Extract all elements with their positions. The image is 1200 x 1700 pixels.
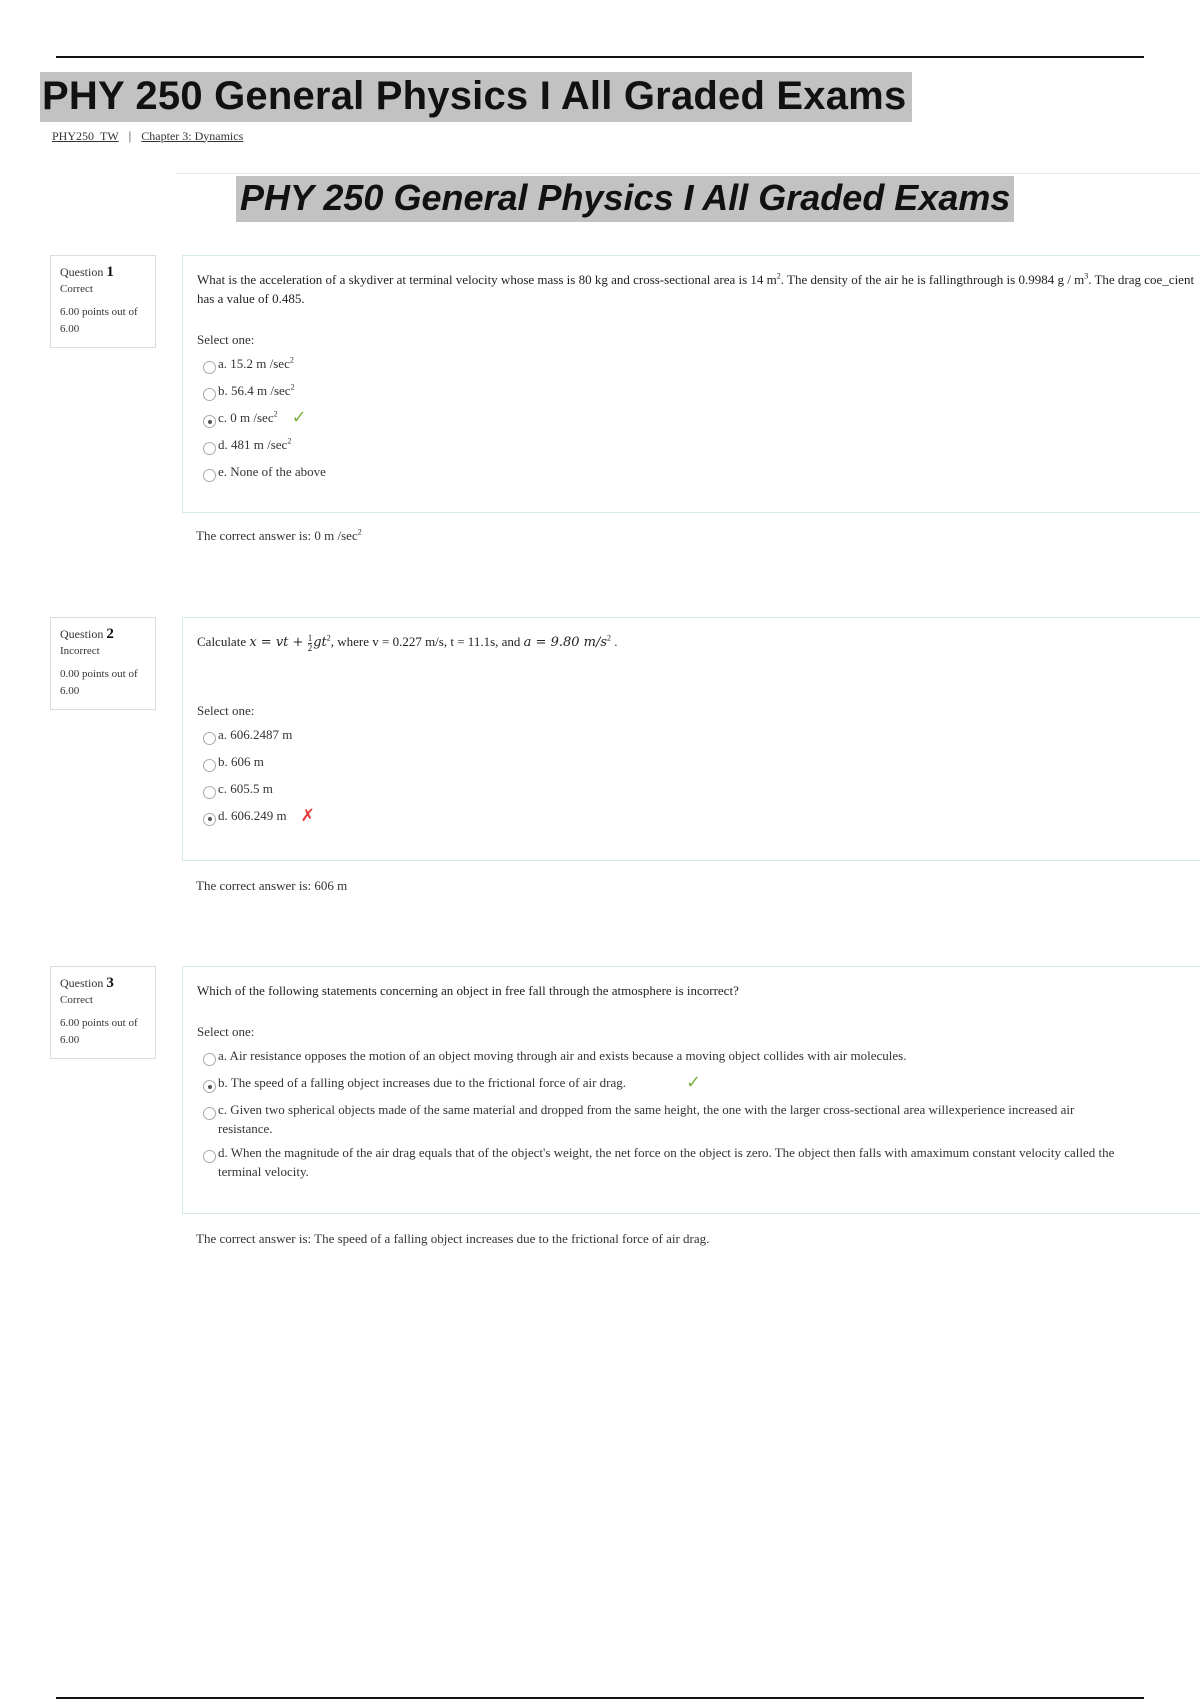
question-number: Question 3 xyxy=(60,975,114,991)
fraction: $\frac{1}{2}$ xyxy=(307,632,313,653)
radio-button[interactable] xyxy=(203,732,216,745)
question-box-1 xyxy=(182,255,1200,513)
breadcrumb-course-link[interactable]: PHY250_TW xyxy=(52,128,119,143)
radio-button[interactable] xyxy=(203,1053,216,1066)
question-grade: 0.00 points out of 6.00 xyxy=(60,668,138,697)
question-box-2 xyxy=(182,617,1200,861)
radio-button[interactable] xyxy=(203,469,216,482)
answer-option-b[interactable]: b. The speed of a falling object increases due to the frictional force of air drag. ✓ xyxy=(203,1073,1132,1095)
question-state: Correct xyxy=(60,283,93,295)
answer-option-a[interactable]: a. 606.2487 m xyxy=(203,725,1198,747)
answer-option-a[interactable]: a. Air resistance opposes the motion of an object moving through air and exists because a moving object collides with air molecules. xyxy=(203,1046,1132,1068)
question-grade: 6.00 points out of 6.00 xyxy=(60,306,138,335)
page-title: PHY 250 General Physics I All Graded Exams xyxy=(236,176,1014,222)
question-state: Correct xyxy=(60,994,93,1006)
question-number: Question 2 xyxy=(60,626,114,642)
answer-option-c[interactable]: c. Given two spherical objects made of the same material and dropped from the same height, the one with the larger cross-sectional area willexperience increased air resistance. xyxy=(203,1100,1132,1138)
answer-option-a[interactable]: a. 15.2 m $/\sec^2$ xyxy=(203,354,1198,376)
breadcrumb xyxy=(52,128,243,144)
answer-option-c[interactable]: c. 605.5 m xyxy=(203,779,1198,801)
cross-icon: ✗ xyxy=(300,805,315,826)
answer-option-d[interactable]: d. 481 m $/\sec^2$ xyxy=(203,435,1198,457)
question-text: Which of the following statements concerning an object in free fall through the atmosphere is incorrect? xyxy=(197,983,739,998)
radio-button[interactable] xyxy=(203,1150,216,1163)
radio-button[interactable] xyxy=(203,361,216,374)
select-one-prompt: Select one: xyxy=(197,332,255,347)
question-text: What is the acceleration of a skydiver at terminal velocity whose mass is 80 kg and cross-sectional area is 14 $m^2$. The density of the air he is fallingthrough is 0.9984 g / $m^3$. The drag coe_cient has a value of 0.485. xyxy=(197,271,1195,306)
radio-button[interactable] xyxy=(203,759,216,772)
radio-button[interactable] xyxy=(203,442,216,455)
check-icon: ✓ xyxy=(686,1072,702,1093)
check-icon: ✓ xyxy=(291,407,307,428)
question-info-2 xyxy=(50,617,156,710)
radio-button[interactable] xyxy=(203,786,216,799)
question-number: Question 1 xyxy=(60,264,114,280)
correct-answer-feedback: The correct answer is: The speed of a falling object increases due to the frictional force of air drag. xyxy=(196,1231,710,1246)
correct-answer-feedback: The correct answer is: 0 m $/\sec^2$ xyxy=(196,527,362,543)
correct-answer-feedback: The correct answer is: 606 m xyxy=(196,878,348,893)
breadcrumb-separator: | xyxy=(128,128,132,143)
question-state: Incorrect xyxy=(60,645,100,657)
answer-option-d[interactable]: d. When the magnitude of the air drag equals that of the object's weight, the net force on the object is zero. The object then falls with amaximum constant velocity called the terminal velocity. xyxy=(203,1143,1132,1181)
radio-button[interactable] xyxy=(203,388,216,401)
question-info-1 xyxy=(50,255,156,348)
radio-button[interactable] xyxy=(203,1107,216,1120)
answer-option-d[interactable]: d. 606.249 m ✗ xyxy=(203,806,1198,828)
radio-button-selected[interactable] xyxy=(203,415,216,428)
breadcrumb-chapter-link[interactable]: Chapter 3: Dynamics xyxy=(141,128,244,143)
answer-option-b[interactable]: b. 56.4 m $/\sec^2$ xyxy=(203,381,1198,403)
select-one-prompt: Select one: xyxy=(197,702,255,718)
radio-button-selected[interactable] xyxy=(203,813,216,826)
bottom-rule xyxy=(56,1697,1144,1699)
radio-button-selected[interactable] xyxy=(203,1080,216,1093)
answer-option-e[interactable]: e. None of the above xyxy=(203,462,1198,484)
document-title: PHY 250 General Physics I All Graded Exams xyxy=(40,72,912,122)
answer-option-c[interactable]: c. 0 m $/\sec^2$ ✓ xyxy=(203,408,1198,430)
answer-option-b[interactable]: b. 606 m xyxy=(203,752,1198,774)
question-info-3 xyxy=(50,966,156,1059)
question-text: Calculate x = vt + $\frac{1}{2}$ $gt^2$, where v = 0.227 m/s, t = 11.1s, and a = 9.80 $m/s^2$ . xyxy=(197,632,618,653)
breadcrumb-divider xyxy=(176,173,1200,174)
question-grade: 6.00 points out of 6.00 xyxy=(60,1017,138,1046)
select-one-prompt: Select one: xyxy=(197,1024,255,1039)
top-rule xyxy=(56,56,1144,58)
question-box-3 xyxy=(182,966,1200,1214)
